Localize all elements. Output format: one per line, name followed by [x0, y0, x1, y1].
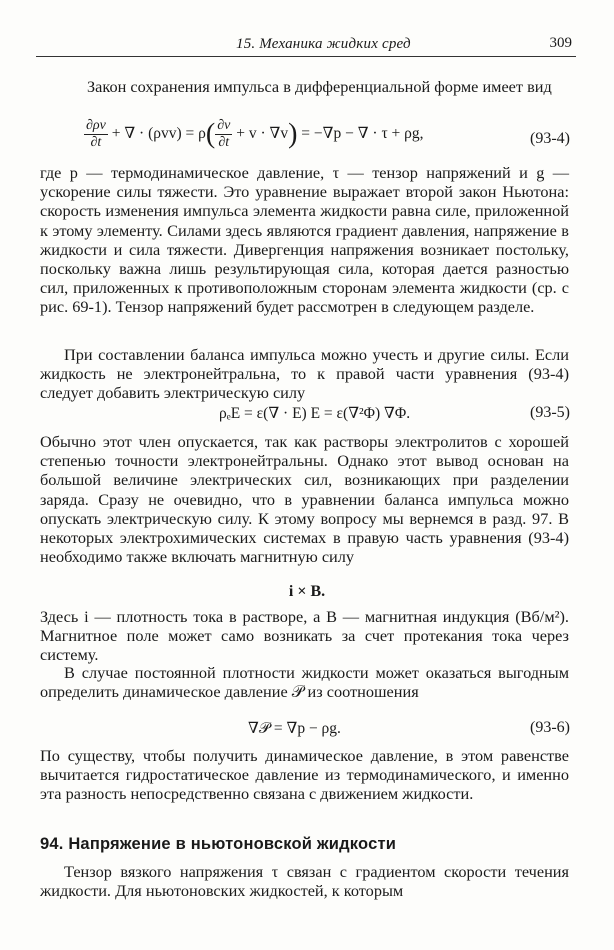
paragraph-intro: Закон сохранения импульса в дифференциальной форме имеет вид	[87, 77, 552, 96]
paragraph-viscous-stress: Тензор вязкого напряжения τ связан с градиентом скорости течения жидкости. Для ньютоновских жидкостей, к которым	[40, 862, 569, 901]
fraction-1-denominator: ∂t	[90, 135, 102, 150]
running-head: 15. Механика жидких сред	[236, 36, 411, 52]
equation-part-2: + v · ∇v	[236, 125, 289, 143]
equation-93-5: ρₑE = ε(∇ · E) E = ε(∇²Φ) ∇Φ.	[219, 405, 411, 422]
paragraph-hydrostatic: По существу, чтобы получить динамическое давление, в этом равенстве вычитается гидростатическое давление из термодинамического, и именно эта разность непосредственно связана с движением жидкости.	[40, 746, 569, 804]
equation-label-93-5: (93-5)	[530, 404, 570, 421]
fraction-1	[84, 118, 108, 151]
section-heading: 94. Напряжение в ньютоновской жидкости	[40, 835, 397, 853]
page-number: 309	[549, 35, 572, 51]
left-paren: (	[205, 118, 216, 150]
fraction-2-numerator: ∂v	[217, 118, 231, 133]
fraction-2	[215, 118, 232, 151]
equation-93-4	[84, 118, 424, 151]
paragraph-electric-force: Обычно этот член опускается, так как растворы электролитов с хорошей степенью точности электронейтральны. Однако этот вывод основан на большой величине электрических сил, возникающих при разделении заряда. Сразу не очевидно, что в уравнении баланса импульса можно опускать электрическую силу. К этому вопросу мы вернемся в разд. 97. В некоторых электрохимических системах в правую часть уравнения (93-4) необходимо также включать магнитную силу	[40, 432, 569, 567]
equation-label-93-4: (93-4)	[530, 130, 570, 147]
equation-part-1: + ∇ · (ρvv) = ρ	[111, 125, 206, 143]
paragraph-dynamic-pressure: В случае постоянной плотности жидкости может оказаться выгодным определить динамическое давление 𝒫 из соотношения	[40, 663, 569, 702]
paragraph-explanation: где p — термодинамическое давление, τ — тензор напряжений и g — ускорение силы тяжести. Это уравнение выражает второй закон Ньютона: скорость изменения импульса элемента жидкости равна силе, приложенной к этому элементу. Силами здесь являются градиент давления, напряжение в жидкости и сила тяжести. Дивергенция напряжения возникает постольку, поскольку важна лишь результирующая сила, которая дается разностью сил, приложенных к противоположным сторонам элемента жидкости (ср. с рис. 69-1). Тензор напряжений будет рассмотрен в следующем разделе.	[40, 163, 569, 317]
right-paren: )	[288, 118, 298, 150]
fraction-2-denominator: ∂t	[218, 135, 230, 150]
equation-93-6: ∇𝒫 = ∇p − ρg.	[248, 720, 341, 737]
paragraph-current-density: Здесь i — плотность тока в растворе, а B — магнитная индукция (Вб/м²). Магнитное поле может само возникать за счет протекания тока через систему.	[40, 607, 569, 665]
paragraph-other-forces: При составлении баланса импульса можно учесть и другие силы. Если жидкость не электронейтральна, то к правой части уравнения (93-4) следует добавить электрическую силу	[40, 345, 569, 403]
equation-part-3: = −∇p − ∇ · τ + ρg,	[301, 125, 424, 143]
equation-magnetic-force: i × B.	[288, 583, 326, 600]
equation-label-93-6: (93-6)	[530, 719, 570, 736]
fraction-1-numerator: ∂ρv	[86, 118, 106, 133]
page-header	[36, 30, 576, 57]
